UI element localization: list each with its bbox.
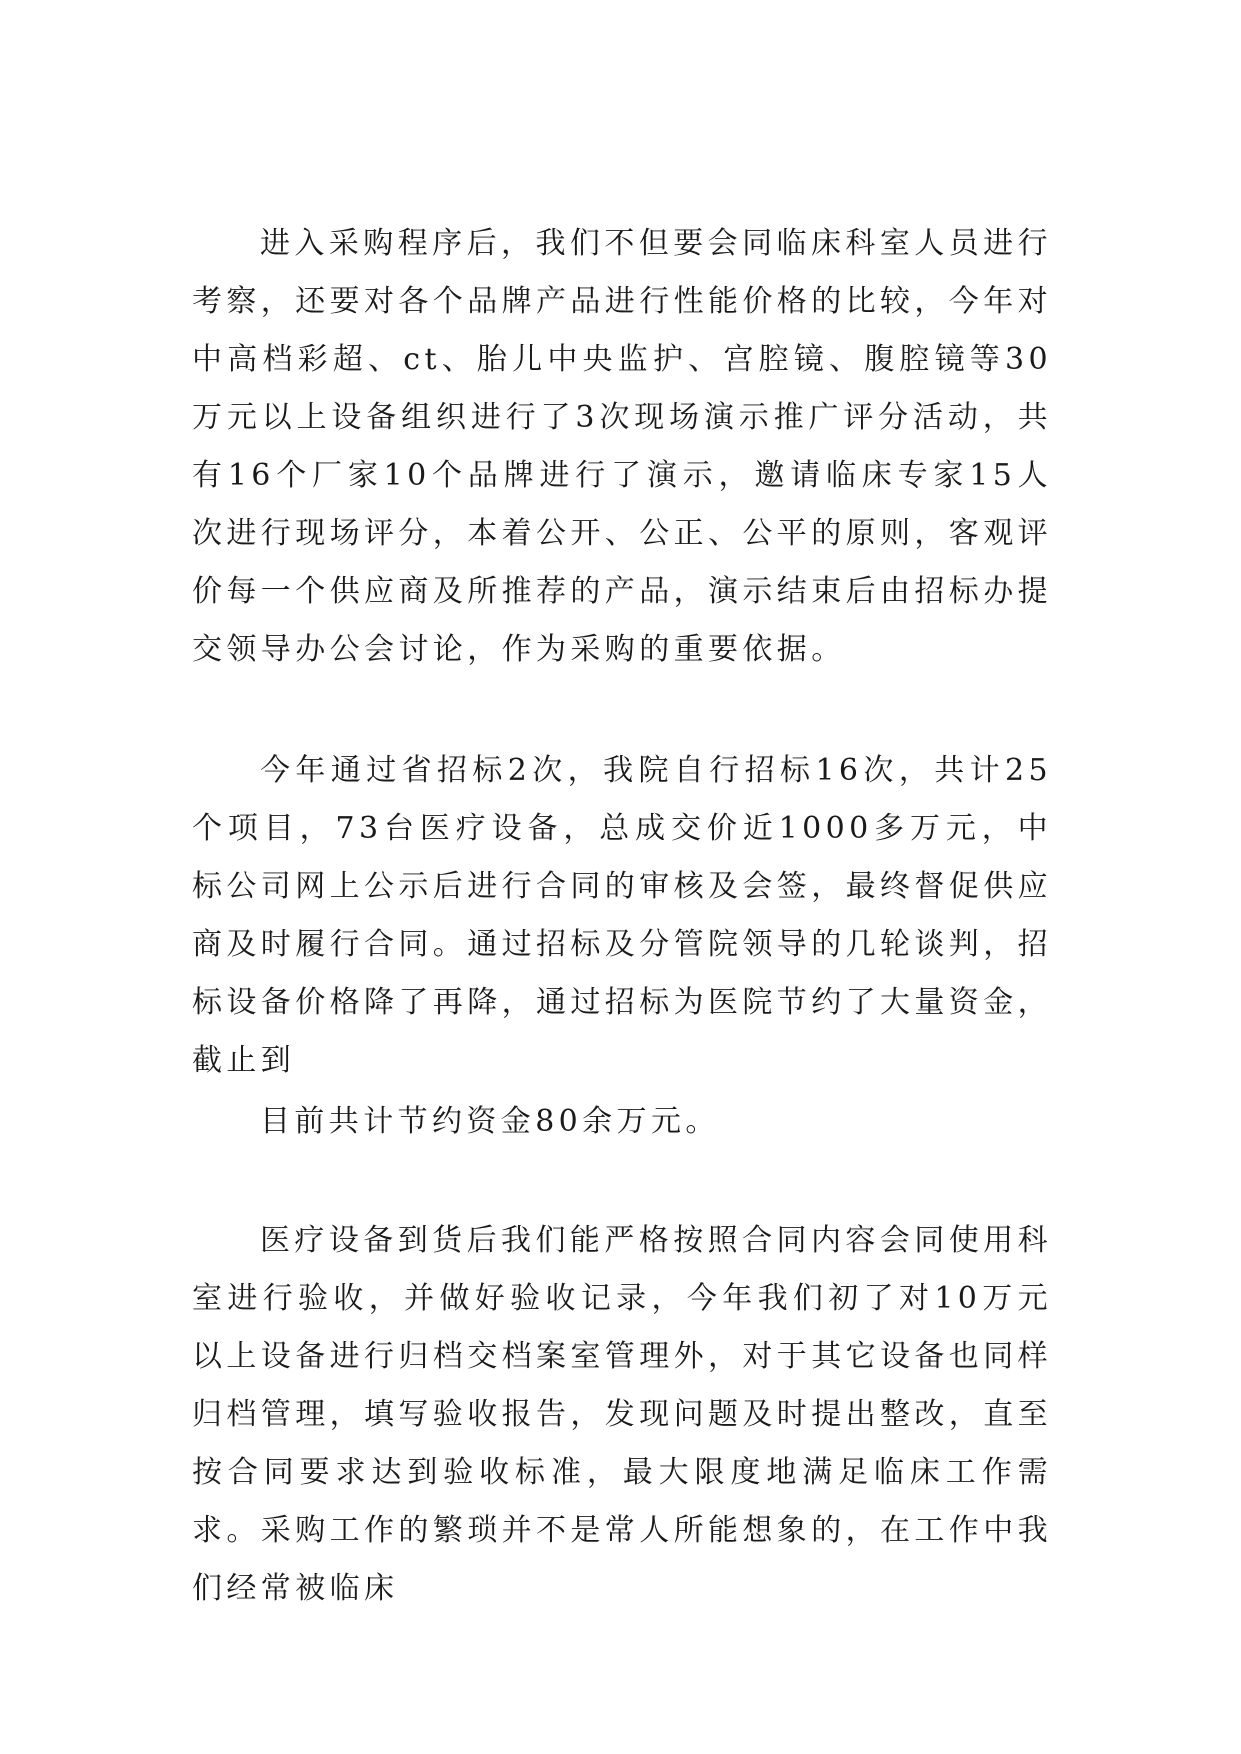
paragraph-procurement-process: 进入采购程序后，我们不但要会同临床科室人员进行考察，还要对各个品牌产品进行性能价格的比较，今年对中高档彩超、ct、胎儿中央监护、宫腔镜、腹腔镜等30万元以上设备组织进行了3次现场演示推广评分活动，共有16个厂家10个品牌进行了演示，邀请临床专家15人次进行现场评分，本着公开、公正、公平的原则，客观评价每一个供应商及所推荐的产品，演示结束后由招标办提交领导办公会讨论，作为采购的重要依据。: [192, 226, 1052, 667]
paragraph-savings: 目前共计节约资金80余万元。: [260, 1104, 720, 1139]
paragraph-acceptance: 医疗设备到货后我们能严格按照合同内容会同使用科室进行验收，并做好验收记录，今年我们初了对10万元以上设备进行归档交档案室管理外，对于其它设备也同样归档管理，填写验收报告，发现问题及时提出整改，直至按合同要求达到验收标准，最大限度地满足临床工作需求。采购工作的繁琐并不是常人所能想象的，在工作中我们经常被临床: [192, 1223, 1052, 1606]
paragraph-tender-results: 今年通过省招标2次，我院自行招标16次，共计25个项目，73台医疗设备，总成交价近1000多万元，中标公司网上公示后进行合同的审核及会签，最终督促供应商及时履行合同。通过招标及分管院领导的几轮谈判，招标设备价格降了再降，通过招标为医院节约了大量资金，截止到: [192, 753, 1052, 1078]
